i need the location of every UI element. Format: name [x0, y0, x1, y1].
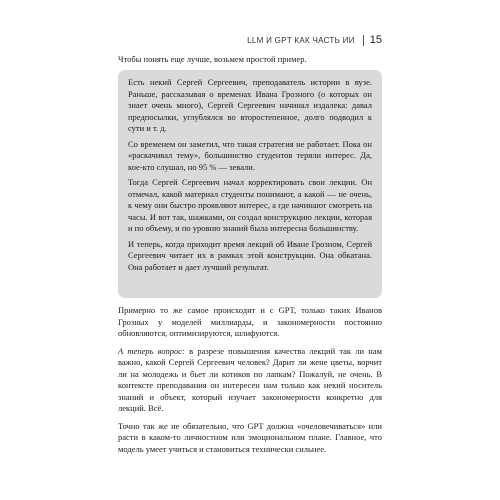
body-paragraph-3: Точно так же не обязательно, что GPT должна «очеловечиваться» или расти в каком-то личностном или эмоциональном плане. Главное, что модель умеет учиться и становиться технически сильнее.	[118, 420, 382, 454]
running-title: LLM И GPT КАК ЧАСТЬ ИИ	[247, 35, 355, 45]
body-text	[118, 305, 382, 461]
example-callout-box	[118, 70, 382, 298]
body-paragraph-2	[118, 346, 382, 415]
header-divider	[363, 35, 364, 46]
callout-paragraph-1: Есть некий Сергей Сергеевич, преподаватель истории в вузе. Раньше, рассказывая о временах Ивана Грозного (о которых он знает очень много), Сергей Сергеевич начинал издалека: давал предпосылки, углублялся во второстепенное, долго подводил к сути и т. д.	[128, 77, 372, 133]
book-page	[118, 0, 382, 500]
question-text: в разрезе повышения качества лекций так ли нам важно, какой Сергей Сергеевич человек? Дарит ли жене цветы, ворчит ли на молодежь и бьет ли котиков по лапкам? Пожалуй, не очень. В контексте преподавания он интересен нам только как некий носитель знаний и объект, который изучает закономерности конкретно для лекций. Всё.	[118, 345, 382, 413]
callout-paragraph-3: Тогда Сергей Сергеевич начал корректировать свои лекции. Он отмечал, какой материал студенты понимают, а какой — не очень, к чему они быстро проявляют интерес, а где начинают смотреть на часы. И вот так, шажками, он создал конструкцию лекции, которая и по объему, и по уровню знаний была интересна большинству.	[128, 177, 372, 233]
callout-paragraph-4: И теперь, когда приходит время лекций об Иване Грозном, Сергей Сергеевич читает их в рамках этой конструкции. Она обкатана. Она работает и дает лучший результат.	[128, 238, 372, 272]
page-number: 15	[369, 34, 382, 46]
question-lead: А теперь вопрос:	[118, 345, 185, 356]
running-header	[118, 33, 382, 47]
body-paragraph-1: Примерно то же самое происходит и с GPT, только таких Иванов Грозных у моделей миллиарды, и закономерности постоянно обновляются, оптимизируются, шлифуются.	[118, 305, 382, 338]
intro-paragraph: Чтобы понять еще лучше, возьмем простой пример.	[118, 54, 307, 64]
callout-paragraph-2: Со временем он заметил, что такая стратегия не работает. Пока он «раскачивал тему», большинство студентов теряли интерес. Да, кое-кто слушал, но 95 % — зевали.	[128, 138, 372, 172]
